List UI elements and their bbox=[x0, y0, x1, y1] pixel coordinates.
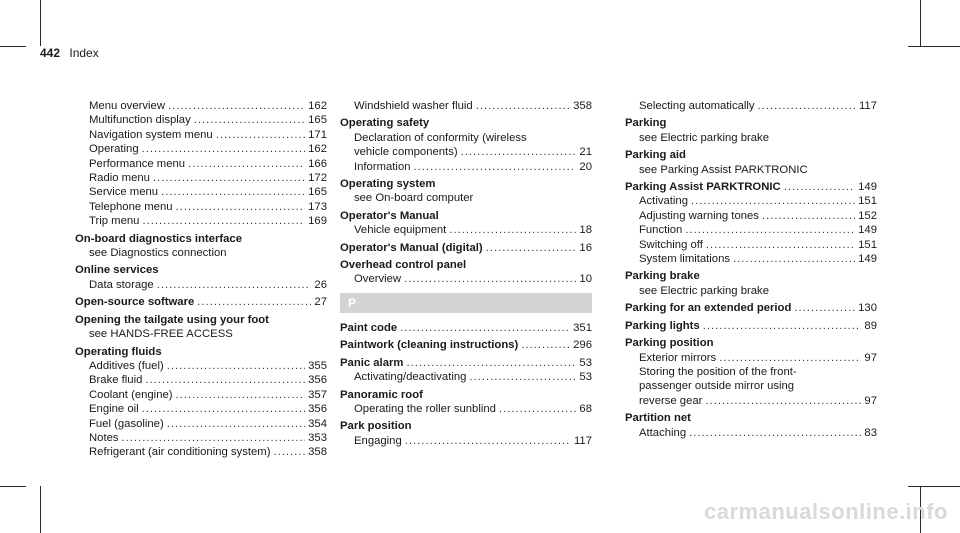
index-see-reference[interactable]: see Parking Assist PARKTRONIC bbox=[639, 163, 808, 176]
index-entry[interactable]: Engine oil ..... 356 bbox=[75, 402, 327, 416]
index-heading-entry[interactable]: Open-source software ..... 27 bbox=[75, 295, 327, 309]
index-entry[interactable]: Windshield washer fluid ..... 358 bbox=[340, 99, 592, 113]
index-entry[interactable]: Radio menu ..... 172 bbox=[75, 171, 327, 185]
index-entry[interactable]: Vehicle equipment ..... 18 bbox=[340, 223, 592, 237]
crop-mark bbox=[908, 46, 960, 47]
watermark: carmanualsonline.info bbox=[704, 499, 948, 524]
index-entry[interactable]: Refrigerant (air conditioning system) ..... 358 bbox=[75, 445, 327, 459]
index-entry[interactable]: reverse gear ..... 97 bbox=[625, 394, 877, 408]
index-entry[interactable]: Operating ..... 162 bbox=[75, 142, 327, 156]
index-heading: Operating fluids bbox=[75, 345, 162, 358]
index-see-reference[interactable]: see HANDS-FREE ACCESS bbox=[89, 328, 233, 341]
page-header bbox=[40, 46, 99, 60]
index-heading: Parking brake bbox=[625, 270, 700, 283]
index-entry[interactable]: Selecting automatically ..... 117 bbox=[625, 99, 877, 113]
index-heading: Operating safety bbox=[340, 117, 430, 130]
index-see-reference[interactable]: see Electric parking brake bbox=[639, 131, 769, 144]
index-entry[interactable]: Operating the roller sunblind ..... 68 bbox=[340, 402, 592, 416]
letter-section-band: P bbox=[340, 293, 592, 313]
index-entry[interactable]: System limitations ..... 149 bbox=[625, 252, 877, 266]
index-entry[interactable]: Additives (fuel) ..... 355 bbox=[75, 359, 327, 373]
index-entry[interactable]: Switching off ..... 151 bbox=[625, 238, 877, 252]
index-column-2 bbox=[340, 99, 592, 448]
index-entry[interactable]: Performance menu ..... 166 bbox=[75, 157, 327, 171]
index-heading-entry[interactable]: Operator's Manual (digital) ..... 16 bbox=[340, 241, 592, 255]
crop-mark bbox=[0, 486, 26, 487]
crop-mark bbox=[0, 46, 26, 47]
index-heading: Overhead control panel bbox=[340, 259, 467, 272]
index-entry[interactable]: Engaging ..... 117 bbox=[340, 434, 592, 448]
index-column-3 bbox=[625, 99, 877, 440]
index-entry[interactable]: Exterior mirrors ..... 97 bbox=[625, 351, 877, 365]
index-heading-entry[interactable]: Parking for an extended period ..... 130 bbox=[625, 301, 877, 315]
index-heading-entry[interactable]: Paint code ..... 351 bbox=[340, 321, 592, 335]
index-see-reference[interactable]: see Diagnostics connection bbox=[89, 247, 227, 260]
index-see-reference[interactable]: see On-board computer bbox=[354, 192, 474, 205]
index-column-1 bbox=[75, 99, 327, 460]
index-heading-entry[interactable]: Panic alarm ..... 53 bbox=[340, 356, 592, 370]
crop-mark bbox=[40, 0, 41, 46]
index-entry[interactable]: Notes ..... 353 bbox=[75, 431, 327, 445]
index-entry[interactable]: Telephone menu ..... 173 bbox=[75, 200, 327, 214]
section-title: Index bbox=[69, 46, 99, 60]
index-heading-entry[interactable]: Paintwork (cleaning instructions) ..... 296 bbox=[340, 338, 592, 352]
index-entry[interactable]: Navigation system menu ..... 171 bbox=[75, 128, 327, 142]
index-entry[interactable]: Trip menu ..... 169 bbox=[75, 214, 327, 228]
index-entry[interactable]: Service menu ..... 165 bbox=[75, 185, 327, 199]
index-heading: Online services bbox=[75, 264, 159, 277]
index-entry[interactable]: Overview ..... 10 bbox=[340, 272, 592, 286]
index-heading: Partition net bbox=[625, 412, 691, 425]
index-heading: Operating system bbox=[340, 178, 436, 191]
crop-mark bbox=[920, 0, 921, 46]
index-entry[interactable]: Adjusting warning tones ..... 152 bbox=[625, 209, 877, 223]
index-see-reference[interactable]: see Electric parking brake bbox=[639, 284, 769, 297]
crop-mark bbox=[40, 486, 41, 533]
index-entry[interactable]: vehicle components) ..... 21 bbox=[340, 145, 592, 159]
index-subentry: Declaration of conformity (wireless bbox=[354, 131, 527, 144]
index-heading: On-board diagnostics interface bbox=[75, 232, 242, 245]
index-entry[interactable]: Attaching ..... 83 bbox=[625, 426, 877, 440]
page-number: 442 bbox=[40, 46, 61, 60]
index-entry[interactable]: Function ..... 149 bbox=[625, 223, 877, 237]
index-entry[interactable]: Brake fluid ..... 356 bbox=[75, 373, 327, 387]
crop-mark bbox=[908, 486, 960, 487]
index-heading: Operator's Manual bbox=[340, 209, 439, 222]
index-heading: Opening the tailgate using your foot bbox=[75, 313, 269, 326]
index-entry[interactable]: Activating/deactivating ..... 53 bbox=[340, 370, 592, 384]
index-entry[interactable]: Menu overview ..... 162 bbox=[75, 99, 327, 113]
index-heading: Parking position bbox=[625, 337, 714, 350]
index-heading: Park position bbox=[340, 420, 412, 433]
index-heading: Parking bbox=[625, 117, 667, 130]
index-subentry: Storing the position of the front- bbox=[639, 365, 797, 378]
index-entry[interactable]: Activating ..... 151 bbox=[625, 194, 877, 208]
index-heading-entry[interactable]: Parking Assist PARKTRONIC ..... 149 bbox=[625, 180, 877, 194]
index-heading-entry[interactable]: Parking lights ..... 89 bbox=[625, 319, 877, 333]
index-entry[interactable]: Multifunction display ..... 165 bbox=[75, 113, 327, 127]
index-entry[interactable]: Fuel (gasoline) ..... 354 bbox=[75, 417, 327, 431]
index-heading: Parking aid bbox=[625, 149, 686, 162]
index-heading: Panoramic roof bbox=[340, 388, 423, 401]
index-entry[interactable]: Information ..... 20 bbox=[340, 160, 592, 174]
index-entry[interactable]: Coolant (engine) ..... 357 bbox=[75, 388, 327, 402]
index-entry[interactable]: Data storage ..... 26 bbox=[75, 278, 327, 292]
index-subentry: passenger outside mirror using bbox=[639, 380, 795, 393]
